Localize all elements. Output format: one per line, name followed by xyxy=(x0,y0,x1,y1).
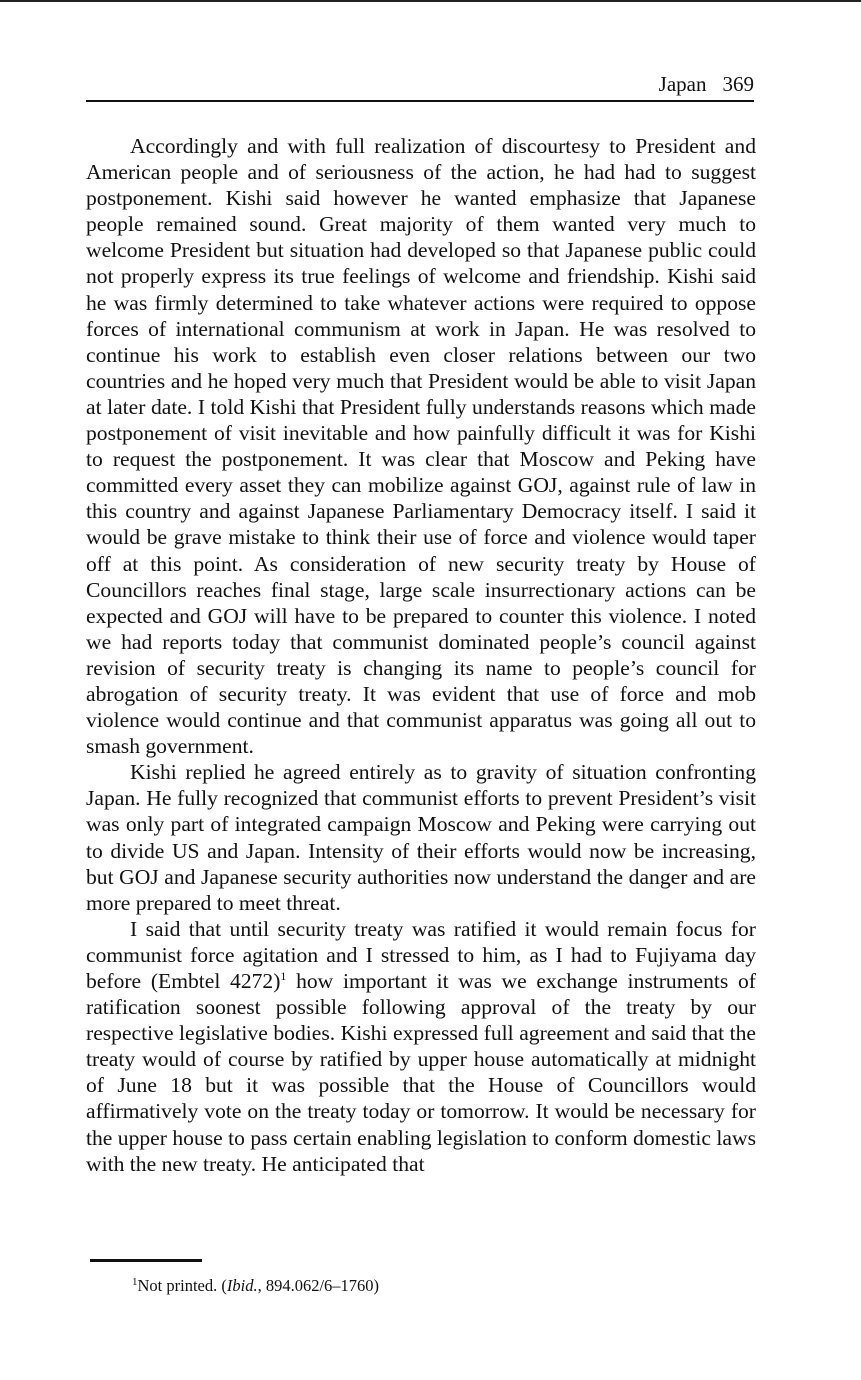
footnote-reference: 1 xyxy=(280,969,287,983)
footnote-citation: , 894.062/6–1760) xyxy=(257,1276,380,1295)
paragraph xyxy=(86,916,756,1177)
section-title: Japan xyxy=(658,72,707,96)
footnote-divider xyxy=(90,1259,202,1262)
running-head xyxy=(86,70,754,102)
paragraph: Accordingly and with full realization of discourtesy to President and American people and of seriousness of the action, he had had to suggest postponement. Kishi said however he wanted emphasize that Japanese people remained sound. Great majority of them wanted very much to welcome President but situation had developed so that Japanese public could not properly express its true feelings of welcome and friendship. Kishi said he was firmly determined to take whatever actions were required to oppose forces of international communism at work in Japan. He was resolved to continue his work to establish even closer relations between our two countries and he hoped very much that President would be able to visit Japan at later date. I told Kishi that President fully understands reasons which made postponement of visit inevitable and how painfully difficult it was for Kishi to request the postponement. It was clear that Moscow and Peking have committed every asset they can mobilize against GOJ, against rule of law in this country and against Japanese Parliamentary Democracy itself. I said it would be grave mistake to think their use of force and violence would taper off at this point. As consideration of new security treaty by House of Councillors reaches final stage, large scale insurrectionary actions can be expected and GOJ will have to be prepared to counter this violence. I noted we had reports today that communist dominated people’s council against revision of security treaty is changing its name to people’s council for abrogation of security treaty. It was evident that use of force and mob violence would continue and that communist apparatus was going all out to smash government. xyxy=(86,134,756,759)
page-number: 369 xyxy=(722,72,754,96)
scan-edge xyxy=(0,0,861,2)
footnote xyxy=(132,1275,379,1297)
paragraph-text: how important it was we exchange instruments of ratification soonest possible following approval of the treaty by our respective legislative bodies. Kishi expressed full agreement and said that the treaty would of course by ratified by upper house automatically at midnight of June 18 but it was possible that the House of Councillors would affirmatively vote on the treaty today or tomorrow. It would be necessary for the upper house to pass certain enabling legislation to conform domestic laws with the new treaty. He anticipated that xyxy=(86,969,756,1176)
paragraph: Kishi replied he agreed entirely as to gravity of situation confronting Japan. He fully recognized that communist efforts to prevent President’s visit was only part of integrated campaign Moscow and Peking were carrying out to divide US and Japan. Intensity of their efforts would now be increasing, but GOJ and Japanese security authorities now understand the danger and are more prepared to meet threat. xyxy=(86,760,756,915)
paragraph-text: I said that until security treaty was ratified it would remain focus for communist force agitation and I stressed to him, as I had to Fujiyama day before (Embtel 4272) xyxy=(86,916,756,993)
footnote-text: Not printed. ( xyxy=(137,1276,227,1295)
footnote-marker: 1 xyxy=(132,1276,138,1288)
footnote-ibid: Ibid. xyxy=(226,1276,258,1295)
body-text xyxy=(86,133,756,1177)
